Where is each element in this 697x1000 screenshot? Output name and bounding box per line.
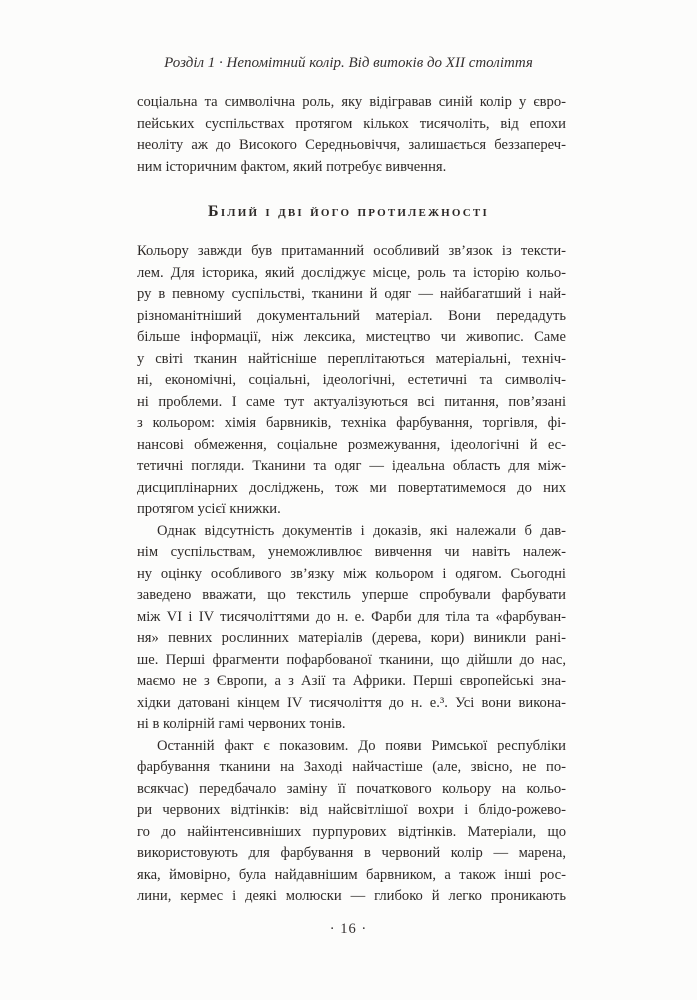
paragraph — [137, 521, 566, 736]
text-line: неоліту аж до Високого Середньовіччя, залишається беззапереч- — [137, 137, 566, 153]
text-line: ним історичним фактом, який потребує вивчення. — [137, 158, 447, 175]
text-line: між VI і IV тисячоліттями до н. е. Фарби для тіла та «фарбуван- — [137, 608, 566, 625]
text-line: Останній факт є показовим. До появи Римської республіки — [157, 737, 566, 754]
text-line: тетичні погляди. Тканини та одяг — ідеальна область для між- — [137, 458, 566, 474]
text-line: більше інформації, ніж лексика, мистецтво чи живопис. Саме — [137, 329, 566, 345]
text-line: нім суспільствам, унеможливлює вивчення чи навіть належ- — [137, 544, 566, 560]
text-line: заведено вважати, що текстиль уперше спробували фарбувати — [137, 587, 566, 603]
text-line: протягом усієї книжки. — [137, 501, 281, 517]
text-line: пейських суспільствах протягом кількох тисячоліть, від епохи — [137, 115, 566, 132]
text-line: з кольором: хімія барвників, техніка фарбування, торгівля, фі- — [137, 415, 566, 431]
section-heading: Білий і дві його протилежності — [208, 203, 489, 220]
text-line: Однак відсутність документів і доказів, які належали б дав- — [157, 522, 566, 539]
text-line: ня» певних рослинних матеріалів (дерева, кори) виникли рані- — [137, 630, 566, 646]
text-line: ні проблеми. І саме тут актуалізуються всі питання, пов’язані — [137, 393, 566, 410]
text-line: ні в колірній гамі червоних тонів. — [137, 716, 346, 732]
intro-text-block — [137, 92, 566, 178]
text-line: ру в певному суспільстві, тканини й одяг — найбагатший і най- — [137, 286, 566, 302]
body-text-block — [137, 241, 566, 908]
text-line: соціальна та символічна роль, яку відігравав синій колір у євро- — [137, 94, 566, 110]
text-line: ри червоних відтінків: від найсвітлішої вохри і блідо-рожево- — [137, 802, 566, 818]
text-line: ше. Перші фрагменти пофарбованої тканини, що дійшли до нас, — [137, 651, 566, 668]
paragraph — [137, 241, 566, 521]
text-line: фарбування тканини на Заході найчастіше (але, звісно, не по- — [137, 759, 566, 775]
paragraph — [137, 92, 566, 178]
text-line: використовують для фарбування в червоний колір — марена, — [137, 845, 566, 861]
text-line: го до найінтенсивніших пурпурових відтінків. Матеріали, що — [137, 823, 566, 840]
text-line: лем. Для історика, який досліджує місце, роль та історію кольо- — [137, 264, 566, 281]
text-line: різноманітніший документальний матеріал. Вони передадуть — [137, 307, 566, 324]
paragraph — [137, 736, 566, 908]
text-line: дисциплінарних досліджень, тож ми повертатимемося до них — [137, 479, 566, 496]
text-line: ну оцінку особливого зв’язку між кольором і одягом. Сьогодні — [137, 565, 566, 582]
text-line: Кольору завжди був притаманний особливий зв’язок із тексти- — [137, 243, 566, 259]
running-header: Розділ 1 · Непомітний колір. Від витоків до XII століття — [164, 55, 533, 71]
text-line: лини, кермес і деякі молюски — глибоко й легко проникають — [137, 888, 566, 904]
text-line: маємо не з Європи, а з Азії та Африки. Перші європейські зна- — [137, 673, 566, 689]
text-line: нансові обмеження, соціальне розмежування, ідеологічні й ес- — [137, 436, 566, 453]
text-line: хідки датовані кінцем IV тисячоліття до н. е.³. Усі вони викона- — [137, 694, 566, 711]
page-number: · 16 · — [329, 921, 368, 937]
text-line: ні, економічні, соціальні, ідеологічні, естетичні та символіч- — [137, 372, 566, 388]
text-line: яка, ймовірно, була найдавнішим барвником, а також інші рос- — [137, 866, 566, 883]
text-line: всякчас) передбачало заміну її початкового кольору на кольо- — [137, 780, 566, 797]
text-line: у світі тканин найтісніше переплітаються матеріальні, техніч- — [137, 350, 566, 367]
